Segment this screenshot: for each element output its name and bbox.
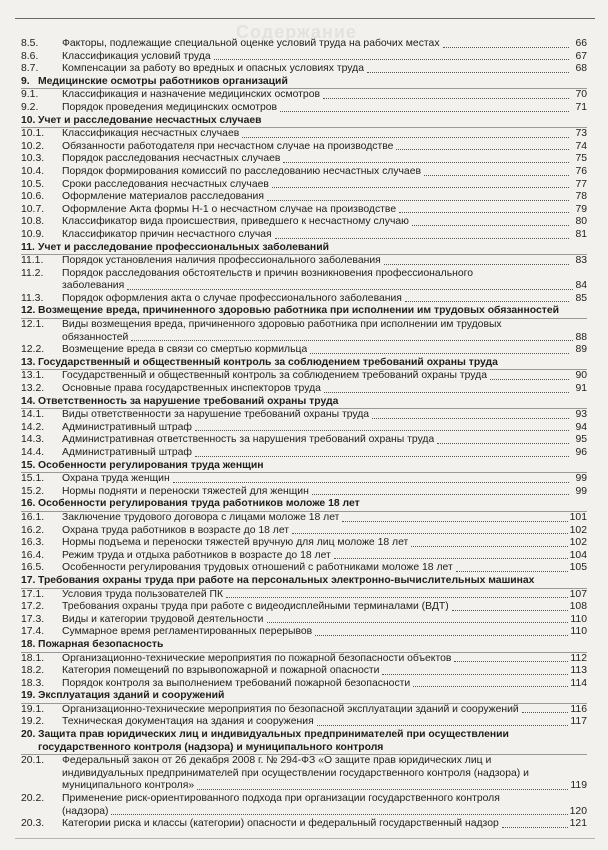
toc-entry[interactable] bbox=[21, 370, 587, 383]
toc-entry[interactable] bbox=[21, 665, 587, 678]
dot-leader bbox=[272, 187, 569, 188]
top-rule bbox=[15, 18, 595, 19]
page-number: 104 bbox=[569, 549, 587, 561]
dot-leader bbox=[323, 98, 569, 99]
entry-title-line: Федеральный закон от 26 декабря 2008 г. № 294-ФЗ «О защите прав юридических лиц и bbox=[62, 755, 492, 767]
section-title: Особенности регулирования труда женщин bbox=[38, 459, 264, 471]
dot-leader bbox=[411, 546, 567, 547]
page-number: 108 bbox=[569, 601, 587, 613]
page-number: 105 bbox=[569, 562, 587, 574]
page-number: 102 bbox=[569, 524, 587, 536]
entry-title: Нормы подъема и переноски тяжестей вручную для лиц моложе 18 лет bbox=[62, 537, 409, 549]
toc-section-heading[interactable] bbox=[21, 639, 587, 653]
section-number: 18. bbox=[21, 638, 36, 650]
section-number: 13. bbox=[21, 356, 36, 368]
section-title: Пожарная безопасность bbox=[38, 638, 164, 650]
page-number: 110 bbox=[570, 626, 587, 638]
dot-leader bbox=[283, 162, 569, 163]
entry-title: Организационно-технические мероприятия по безопасной эксплуатации зданий и сооружений bbox=[62, 703, 519, 715]
entry-title: Порядок контроля за выполнением требований пожарной безопасности bbox=[62, 677, 411, 689]
entry-number: 19.1. bbox=[21, 703, 45, 715]
dot-leader bbox=[214, 59, 569, 60]
toc-entry[interactable] bbox=[21, 589, 587, 602]
entry-number: 20.1. bbox=[21, 755, 45, 767]
entry-number: 14.3. bbox=[21, 434, 45, 446]
toc-entry[interactable] bbox=[21, 63, 587, 76]
entry-title: Заключение трудового договора с лицами моложе 18 лет bbox=[62, 511, 340, 523]
toc-entry[interactable] bbox=[21, 229, 587, 242]
entry-title: Оформление Акта формы Н-1 о несчастном случае на производстве bbox=[62, 203, 397, 215]
table-of-contents bbox=[21, 38, 587, 831]
entry-title-line: индивидуальных предпринимателей при осуществлении государственного контроля (надзора) и bbox=[62, 767, 529, 779]
entry-number: 12.1. bbox=[21, 319, 45, 331]
page-number: 117 bbox=[570, 716, 587, 728]
toc-entry[interactable] bbox=[21, 51, 587, 64]
section-number: 14. bbox=[21, 395, 36, 407]
entry-title: Порядок формирования комиссий по расследованию несчастных случаев bbox=[62, 165, 422, 177]
entry-title: Режим труда и отдыха работников в возрасте до 18 лет bbox=[62, 549, 331, 561]
toc-entry[interactable] bbox=[21, 716, 587, 729]
entry-number: 10.5. bbox=[21, 178, 45, 190]
entry-title: Порядок установления наличия профессионального заболевания bbox=[62, 255, 381, 267]
page-number: 66 bbox=[575, 38, 587, 49]
section-number: 20. bbox=[21, 729, 36, 741]
section-title: Медицинские осмотры работников организаций bbox=[38, 75, 288, 87]
section-number: 19. bbox=[21, 690, 36, 702]
entry-title: Требования охраны труда при работе с видеодисплейными терминалами (ВДТ) bbox=[62, 601, 449, 613]
entry-title: Охрана труда работников в возрасте до 18 лет bbox=[62, 524, 290, 536]
dot-leader bbox=[396, 149, 569, 150]
toc-section-heading[interactable] bbox=[21, 242, 587, 256]
page-number: 77 bbox=[575, 178, 587, 190]
page-number: 101 bbox=[569, 511, 587, 523]
entry-number: 9.1. bbox=[21, 89, 39, 101]
dot-leader bbox=[522, 712, 569, 713]
page-number: 91 bbox=[575, 383, 587, 395]
toc-entry[interactable] bbox=[21, 344, 587, 357]
toc-entry[interactable] bbox=[21, 434, 587, 447]
section-title: Эксплуатация зданий и сооружений bbox=[38, 690, 225, 702]
section-number: 17. bbox=[21, 574, 36, 586]
toc-entry[interactable] bbox=[21, 422, 587, 435]
page-number: 68 bbox=[575, 63, 587, 75]
entry-title: Классификатор причин несчастного случая bbox=[62, 228, 272, 240]
page-number: 78 bbox=[575, 191, 587, 203]
entry-title: Обязанности работодателя при несчастном случае на производстве bbox=[62, 140, 394, 152]
section-title: Учет и расследование профессиональных заболеваний bbox=[38, 241, 329, 253]
dot-leader bbox=[267, 200, 569, 201]
dot-leader bbox=[195, 456, 569, 457]
dot-leader bbox=[342, 521, 567, 522]
dot-leader bbox=[443, 47, 569, 48]
entry-number: 10.7. bbox=[21, 203, 45, 215]
entry-title: Классификация условий труда bbox=[62, 50, 211, 62]
toc-entry[interactable] bbox=[21, 38, 587, 51]
toc-entry[interactable] bbox=[21, 473, 587, 486]
dot-leader bbox=[405, 301, 569, 302]
toc-entry[interactable] bbox=[21, 191, 587, 204]
toc-section-heading[interactable] bbox=[21, 575, 587, 589]
dot-leader bbox=[502, 827, 568, 828]
toc-entry[interactable] bbox=[21, 141, 587, 154]
entry-number: 16.1. bbox=[21, 511, 45, 523]
entry-title: Виды ответственности за нарушение требований охраны труда bbox=[62, 409, 370, 421]
section-number: 12. bbox=[21, 305, 36, 317]
toc-entry[interactable] bbox=[21, 562, 587, 575]
entry-title-lastline bbox=[62, 332, 587, 345]
entry-title: Порядок расследования несчастных случаев bbox=[62, 153, 281, 165]
entry-title: Категория помещений по взрывопожарной и пожарной опасности bbox=[62, 665, 380, 677]
section-title: Возмещение вреда, причиненного здоровью работника при исполнении им трудовых обязанностей bbox=[38, 305, 559, 317]
toc-section-heading[interactable] bbox=[21, 498, 587, 512]
entry-title-line: муниципального контроля» bbox=[62, 780, 195, 792]
entry-number: 18.2. bbox=[21, 665, 45, 677]
entry-number: 11.1. bbox=[21, 255, 44, 267]
toc-entry[interactable] bbox=[21, 204, 587, 217]
toc-entry[interactable] bbox=[21, 653, 587, 666]
entry-title-lastline bbox=[62, 280, 587, 293]
page-number: 79 bbox=[575, 203, 587, 215]
page-number: 88 bbox=[575, 331, 587, 343]
toc-entry[interactable] bbox=[21, 216, 587, 229]
dot-leader bbox=[197, 789, 568, 790]
entry-number: 10.9. bbox=[21, 228, 45, 240]
entry-title: Возмещение вреда в связи со смертью кормильца bbox=[62, 344, 308, 356]
entry-number: 8.5. bbox=[21, 38, 39, 49]
entry-title: Основные права государственных инспекторов труда bbox=[62, 383, 321, 395]
toc-entry[interactable] bbox=[21, 678, 587, 691]
entry-number: 9.2. bbox=[21, 101, 39, 113]
dot-leader bbox=[280, 111, 569, 112]
toc-entry[interactable] bbox=[21, 153, 587, 166]
dot-leader bbox=[399, 212, 569, 213]
toc-section-heading[interactable] bbox=[21, 460, 587, 474]
section-number: 9. bbox=[21, 75, 30, 87]
entry-title-line: обязанностей bbox=[62, 331, 129, 343]
dot-leader bbox=[490, 379, 569, 380]
page-number: 95 bbox=[575, 434, 587, 446]
toc-entry[interactable] bbox=[21, 626, 587, 639]
entry-number: 15.1. bbox=[21, 473, 45, 485]
entry-number: 17.3. bbox=[21, 613, 45, 625]
entry-title: Факторы, подлежащие специальной оценке условий труда на рабочих местах bbox=[62, 38, 440, 49]
entry-title: Государственный и общественный контроль за соблюдением требований охраны труда bbox=[62, 370, 487, 382]
toc-entry[interactable] bbox=[21, 383, 587, 396]
dot-leader bbox=[310, 353, 569, 354]
entry-number: 10.6. bbox=[21, 191, 45, 203]
section-title: Защита прав юридических лиц и индивидуальных предпринимателей при осуществлении государственного контроля (надзора) и муниципального контроля bbox=[38, 729, 509, 753]
page-number: 99 bbox=[575, 485, 587, 497]
entry-number: 15.2. bbox=[21, 485, 45, 497]
page-number: 96 bbox=[575, 447, 587, 458]
toc-entry[interactable] bbox=[21, 525, 587, 538]
page-number: 113 bbox=[570, 665, 587, 677]
toc-section-heading[interactable] bbox=[21, 690, 587, 704]
entry-title-lastline bbox=[62, 806, 587, 819]
section-title: Государственный и общественный контроль за соблюдением требований охраны труда bbox=[38, 356, 498, 368]
toc-entry[interactable] bbox=[21, 704, 587, 717]
entry-title: Классификация и назначение медицинских осмотров bbox=[62, 89, 320, 101]
entry-number: 17.1. bbox=[21, 588, 45, 600]
entry-number: 18.3. bbox=[21, 677, 45, 689]
page-number: 85 bbox=[575, 292, 587, 304]
page-number: 76 bbox=[575, 165, 587, 177]
toc-entry[interactable] bbox=[21, 128, 587, 141]
dot-leader bbox=[226, 597, 568, 598]
section-title: Требования охраны труда при работе на персональных электронно-вычислительных машинах bbox=[38, 574, 535, 586]
entry-number: 16.3. bbox=[21, 537, 45, 549]
entry-title: Техническая документация на здания и сооружения bbox=[62, 716, 314, 728]
entry-number: 16.2. bbox=[21, 524, 45, 536]
dot-leader bbox=[292, 533, 568, 534]
page-number: 102 bbox=[569, 537, 587, 549]
entry-title: Классификация несчастных случаев bbox=[62, 128, 240, 140]
page-number: 94 bbox=[575, 421, 587, 433]
entry-title-line: Применение риск-ориентированного подхода при организации государственного контроля bbox=[62, 793, 500, 805]
page-number: 99 bbox=[575, 473, 587, 485]
section-number: 16. bbox=[21, 498, 36, 510]
dot-leader bbox=[317, 725, 569, 726]
dot-leader bbox=[334, 558, 568, 559]
dot-leader bbox=[312, 494, 569, 495]
entry-number: 19.2. bbox=[21, 716, 45, 728]
dot-leader bbox=[131, 340, 573, 341]
entry-title-line: заболевания bbox=[62, 280, 125, 292]
entry-body bbox=[62, 755, 587, 793]
page-number: 114 bbox=[570, 677, 587, 689]
entry-number: 18.1. bbox=[21, 652, 45, 664]
page-number: 81 bbox=[575, 228, 587, 240]
toc-entry[interactable] bbox=[21, 179, 587, 192]
toc-entry[interactable] bbox=[21, 447, 587, 460]
page-number: 70 bbox=[575, 89, 587, 101]
entry-number: 20.3. bbox=[21, 818, 45, 830]
entry-body bbox=[62, 793, 587, 818]
page-number: 93 bbox=[575, 409, 587, 421]
entry-number: 17.2. bbox=[21, 601, 45, 613]
toc-entry[interactable] bbox=[21, 793, 587, 818]
dot-leader bbox=[127, 289, 573, 290]
section-title: Особенности регулирования труда работников моложе 18 лет bbox=[38, 498, 360, 510]
entry-title: Условия труда пользователей ПК bbox=[62, 588, 224, 600]
bottom-rule bbox=[15, 838, 595, 839]
dot-leader bbox=[382, 674, 568, 675]
toc-section-heading[interactable] bbox=[21, 396, 587, 410]
entry-number: 16.5. bbox=[21, 562, 45, 574]
entry-body bbox=[62, 319, 587, 344]
entry-title: Административный штраф bbox=[62, 447, 192, 458]
entry-number: 12.2. bbox=[21, 344, 45, 356]
page-number: 107 bbox=[569, 588, 587, 600]
entry-title-line: Виды возмещения вреда, причиненного здоровью работника при исполнении им трудовых bbox=[62, 319, 502, 331]
toc-entry[interactable] bbox=[21, 537, 587, 550]
entry-number: 10.8. bbox=[21, 216, 45, 228]
toc-entry[interactable] bbox=[21, 512, 587, 525]
entry-body bbox=[62, 268, 587, 293]
entry-title-line: (надзора) bbox=[62, 805, 109, 817]
page-number: 80 bbox=[575, 216, 587, 228]
toc-entry[interactable] bbox=[21, 319, 587, 344]
page-number: 83 bbox=[575, 255, 587, 267]
entry-title: Категории риска и классы (категории) опасности и федеральный государственный надзор bbox=[62, 818, 499, 830]
dot-leader bbox=[324, 392, 569, 393]
toc-section-heading[interactable] bbox=[21, 115, 587, 129]
background-heading: Содержание bbox=[236, 22, 357, 42]
dot-leader bbox=[412, 225, 569, 226]
page-number: 84 bbox=[575, 280, 587, 292]
dot-leader bbox=[456, 571, 568, 572]
entry-title: Компенсации за работу во вредных и опасных условиях труда bbox=[62, 63, 364, 75]
dot-leader bbox=[275, 238, 569, 239]
toc-entry[interactable] bbox=[21, 755, 587, 793]
entry-number: 13.1. bbox=[21, 370, 45, 382]
section-title: Учет и расследование несчастных случаев bbox=[38, 114, 262, 126]
dot-leader bbox=[413, 686, 568, 687]
entry-number: 14.2. bbox=[21, 421, 45, 433]
toc-entry[interactable] bbox=[21, 89, 587, 102]
section-number: 10. bbox=[21, 114, 36, 126]
page-number: 121 bbox=[569, 818, 587, 830]
page-number: 90 bbox=[575, 370, 587, 382]
dot-leader bbox=[111, 814, 567, 815]
dot-leader bbox=[424, 175, 569, 176]
entry-title-line: Порядок расследования обстоятельств и причин возникновения профессионального bbox=[62, 267, 473, 279]
entry-title: Нормы подняти и переноски тяжестей для женщин bbox=[62, 485, 309, 497]
entry-title: Виды и категории трудовой деятельности bbox=[62, 613, 264, 625]
dot-leader bbox=[195, 430, 569, 431]
toc-entry[interactable] bbox=[21, 614, 587, 627]
entry-number: 14.4. bbox=[21, 447, 45, 458]
toc-entry[interactable] bbox=[21, 601, 587, 614]
entry-number: 8.6. bbox=[21, 50, 39, 62]
entry-number: 10.2. bbox=[21, 140, 45, 152]
entry-number: 17.4. bbox=[21, 626, 45, 638]
page-number: 116 bbox=[570, 703, 587, 715]
dot-leader bbox=[437, 443, 569, 444]
section-title: Ответственность за нарушение требований охраны труда bbox=[38, 395, 339, 407]
toc-entry[interactable] bbox=[21, 166, 587, 179]
entry-title: Классификатор вида происшествия, приведшего к несчастному случаю bbox=[62, 216, 409, 228]
entry-title: Административная ответственность за нарушения требований охраны труда bbox=[62, 434, 435, 446]
toc-entry[interactable] bbox=[21, 293, 587, 306]
dot-leader bbox=[267, 622, 569, 623]
toc-entry[interactable] bbox=[21, 486, 587, 499]
dot-leader bbox=[242, 137, 569, 138]
toc-entry[interactable] bbox=[21, 409, 587, 422]
entry-number: 13.2. bbox=[21, 383, 45, 395]
page-number: 120 bbox=[569, 805, 587, 817]
page-number: 119 bbox=[570, 780, 587, 792]
toc-entry[interactable] bbox=[21, 102, 587, 115]
entry-number: 20.2. bbox=[21, 793, 45, 805]
entry-title: Порядок оформления акта о случае профессионального заболевания bbox=[62, 292, 402, 304]
dot-leader bbox=[315, 635, 568, 636]
page-number: 110 bbox=[570, 613, 587, 625]
page-number: 67 bbox=[575, 50, 587, 62]
dot-leader bbox=[372, 418, 569, 419]
dot-leader bbox=[454, 661, 568, 662]
entry-number: 10.4. bbox=[21, 165, 45, 177]
entry-number: 14.1. bbox=[21, 409, 45, 421]
toc-section-heading[interactable] bbox=[21, 729, 587, 755]
section-number: 11. bbox=[21, 241, 35, 253]
dot-leader bbox=[452, 610, 568, 611]
dot-leader bbox=[173, 482, 569, 483]
entry-title-lastline bbox=[62, 780, 587, 793]
page-number: 74 bbox=[575, 140, 587, 152]
section-number: 15. bbox=[21, 459, 36, 471]
entry-number: 10.1. bbox=[21, 128, 45, 140]
entry-number: 8.7. bbox=[21, 63, 39, 75]
toc-entry[interactable] bbox=[21, 255, 587, 268]
entry-number: 10.3. bbox=[21, 153, 45, 165]
page-number: 73 bbox=[575, 128, 587, 140]
entry-title: Особенности регулирования трудовых отношений с работниками моложе 18 лет bbox=[62, 562, 453, 574]
toc-entry[interactable] bbox=[21, 550, 587, 563]
entry-title: Организационно-технические мероприятия по пожарной безопасности объектов bbox=[62, 652, 452, 664]
entry-title: Суммарное время регламентированных перерывов bbox=[62, 626, 313, 638]
entry-title: Сроки расследования несчастных случаев bbox=[62, 178, 269, 190]
page-number: 89 bbox=[575, 344, 587, 356]
entry-title: Административный штраф bbox=[62, 421, 192, 433]
entry-title: Охрана труда женщин bbox=[62, 473, 170, 485]
toc-section-heading[interactable] bbox=[21, 76, 587, 90]
dot-leader bbox=[367, 72, 569, 73]
entry-title: Порядок проведения медицинских осмотров bbox=[62, 101, 278, 113]
toc-entry[interactable] bbox=[21, 818, 587, 831]
page-number: 112 bbox=[570, 652, 587, 664]
page-number: 71 bbox=[575, 101, 587, 113]
toc-entry[interactable] bbox=[21, 268, 587, 293]
entry-title: Оформление материалов расследования bbox=[62, 191, 264, 203]
page-number: 75 bbox=[575, 153, 587, 165]
toc-section-heading[interactable] bbox=[21, 357, 587, 371]
toc-section-heading[interactable] bbox=[21, 305, 587, 319]
entry-number: 16.4. bbox=[21, 549, 45, 561]
entry-number: 11.3. bbox=[21, 292, 44, 304]
dot-leader bbox=[384, 264, 569, 265]
entry-number: 11.2. bbox=[21, 267, 44, 279]
